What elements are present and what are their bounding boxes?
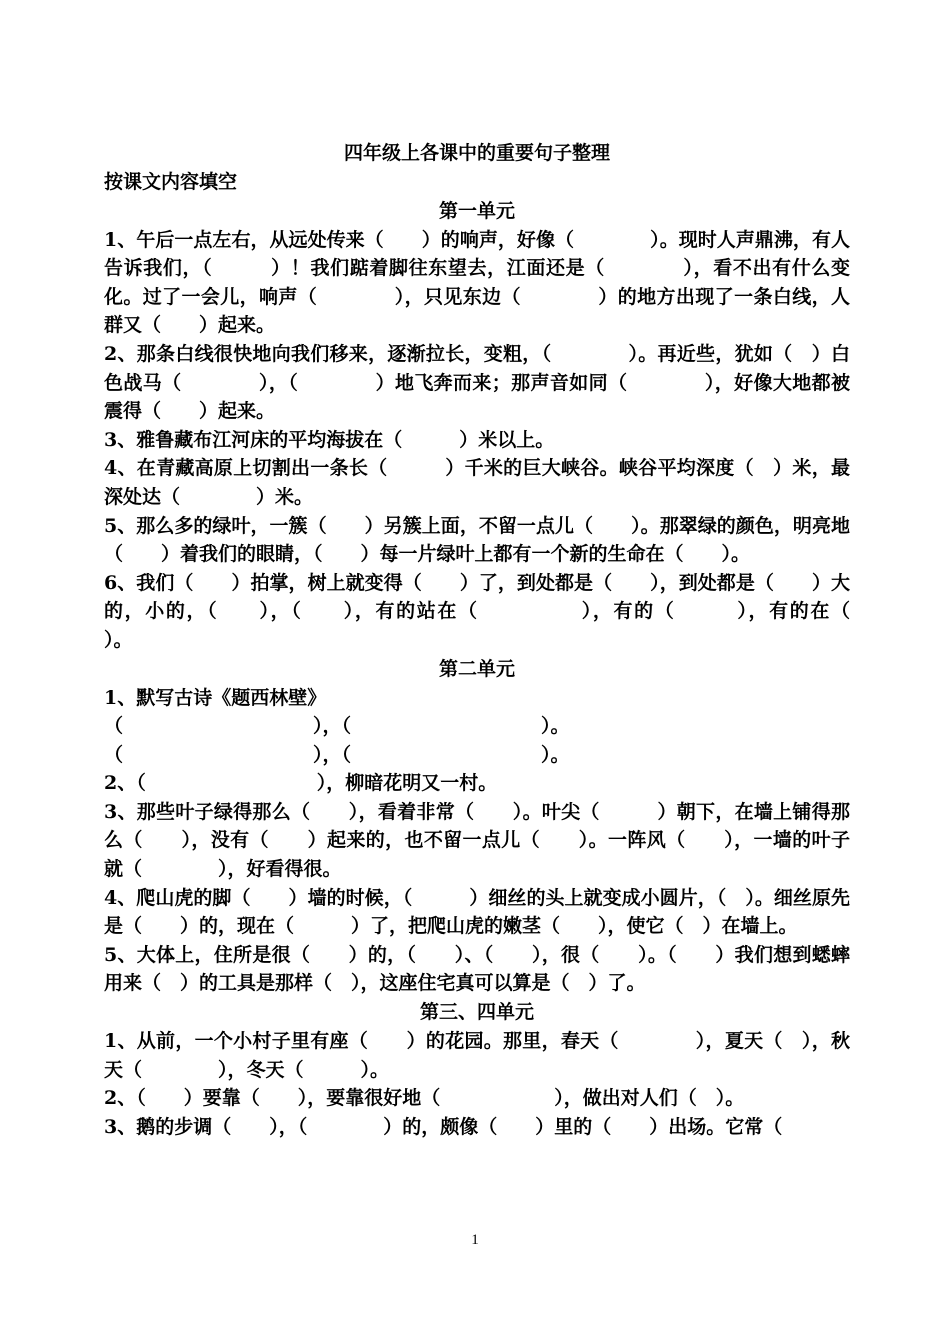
question-2-5: 5、大体上，住所是很（ ）的，（ ）、（ ），很（ ）。（ ）我们想到蟋蟀用来（ ）的工具是那样（ ），这座住宅真可以算是（ ）了。 <box>104 943 850 995</box>
section-heading-unit-2: 第二单元 <box>438 657 515 680</box>
question-1-2: 2、那条白线很快地向我们移来，逐渐拉长，变粗，（ ）。再近些，犹如（ ）白色战马（ ），（ ）地飞奔而来；那声音如同（ ），好像大地都被震得（ ）起来。 <box>104 342 850 423</box>
question-3-2: 2、（ ）要靠（ ），要靠很好地（ ），做出对人们（ ）。 <box>104 1087 745 1110</box>
document-subtitle: 按课文内容填空 <box>104 171 238 193</box>
page-number: 1 <box>471 1232 479 1248</box>
question-2-1: 1、默写古诗《题西林壁》 <box>104 686 327 709</box>
section-heading-unit-3-4: 第三、四单元 <box>419 1001 534 1024</box>
question-1-4: 4、在青藏高原上切割出一条长（ ）千米的巨大峡谷。峡谷平均深度（ ）米，最深处达（ ）米。 <box>104 457 850 508</box>
question-1-5: 5、那么多的绿叶，一簇（ ）另簇上面，不留一点儿（ ）。那翠绿的颜色，明亮地（ ）着我们的眼睛，（ ）每一片绿叶上都有一个新的生命在（ ）。 <box>104 514 850 566</box>
question-1-3: 3、雅鲁藏布江河床的平均海拔在（ ）米以上。 <box>104 428 555 451</box>
poem-line-2: （ ），（ ）。 <box>104 743 570 766</box>
question-1-6: 6、我们（ ）拍掌，树上就变得（ ）了，到处都是（ ），到处都是（ ）大的，小的，（ ），（ ），有的站在（ ），有的（ ），有的在（ ）。 <box>104 571 908 651</box>
question-2-2: 2、（ ），柳暗花明又一村。 <box>104 772 498 795</box>
document-body <box>104 138 908 1141</box>
question-2-4: 4、爬山虎的脚（ ）墙的时候，（ ）细丝的头上就变成小圆片，（ ）。细丝原先是（ ）的，现在（ ）了，把爬山虎的嫩茎（ ），使它（ ）在墙上。 <box>104 886 850 938</box>
question-3-3: 3、鹅的步调（ ），（ ）的，颇像（ ）里的（ ）出场。它常（ <box>104 1115 783 1138</box>
document-title: 四年级上各课中的重要句子整理 <box>343 142 610 164</box>
question-1-1: 1、午后一点左右，从远处传来（ ）的响声，好像（ ）。现时人声鼎沸，有人告诉我们，（ ）！我们踮着脚往东望去，江面还是（ ），看不出有什么变化。过了一会儿，响声（ ），只见东边（ ）的地方出现了一条白线，人群又（ ）起来。 <box>104 228 850 337</box>
poem-line-1: （ ），（ ）。 <box>104 715 570 738</box>
question-3-1: 1、从前，一个小村子里有座（ ）的花园。那里，春天（ ），夏天（ ），秋天（ ），冬天（ ）。 <box>104 1030 850 1081</box>
question-2-3: 3、那些叶子绿得那么（ ），看着非常（ ）。叶尖（ ）朝下，在墙上铺得那么（ ），没有（ ）起来的，也不留一点儿（ ）。一阵风（ ），一墙的叶子就（ ），好看得很。 <box>104 800 850 881</box>
section-heading-unit-1: 第一单元 <box>438 199 515 222</box>
